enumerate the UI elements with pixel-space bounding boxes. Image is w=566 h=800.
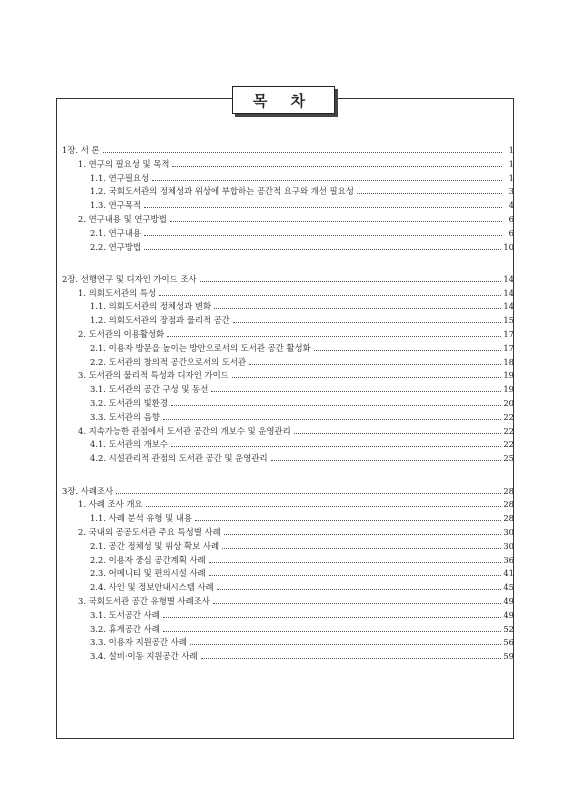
dot-leader <box>152 180 502 181</box>
toc-entry-label: 3.2. 도서관의 빛환경 <box>90 398 168 409</box>
toc-entry[interactable] <box>62 383 514 397</box>
dot-leader <box>116 493 501 494</box>
dot-leader <box>200 281 502 282</box>
toc-entry-page: 30 <box>503 540 514 551</box>
toc-entry-label: 3장. 사례조사 <box>62 485 114 496</box>
toc-entry-label: 3.1. 도서관의 공간 구성 및 동선 <box>90 384 209 395</box>
toc-entry-page: 18 <box>503 356 514 367</box>
toc-entry[interactable] <box>62 650 514 664</box>
toc-entry[interactable] <box>62 567 514 581</box>
toc-entry-page: 6 <box>508 213 514 224</box>
dot-leader <box>314 350 502 351</box>
toc-entry-page: 1 <box>508 145 514 155</box>
toc-entry[interactable] <box>62 172 514 186</box>
toc-entry-page: 22 <box>503 425 514 436</box>
toc-entry-page: 59 <box>503 651 514 662</box>
toc-entry-label: 2. 연구내용 및 연구방법 <box>78 213 167 224</box>
toc-entry-page: 14 <box>503 273 514 284</box>
page-title: 목 차 <box>232 86 335 114</box>
toc-entry-label: 2. 도서관의 이용활성화 <box>78 329 165 340</box>
toc-entry[interactable] <box>62 438 514 452</box>
toc-entry[interactable] <box>62 425 514 439</box>
dot-leader <box>357 193 502 194</box>
toc-entry[interactable] <box>62 554 514 568</box>
toc-entry[interactable] <box>62 287 514 301</box>
toc-entry-label: 1. 의회도서관의 특성 <box>78 287 157 298</box>
toc-entry-label: 3.1. 도서공간 사례 <box>90 609 160 620</box>
toc-entry[interactable] <box>62 581 514 595</box>
dot-leader <box>201 658 502 659</box>
dot-leader <box>170 221 502 222</box>
toc-entry-page: 19 <box>503 384 514 395</box>
toc-entry-label: 3.2. 휴게공간 사례 <box>90 623 160 634</box>
toc-entry-page: 14 <box>503 301 514 312</box>
dot-leader <box>195 520 501 521</box>
toc-entry-label: 2.4. 사인 및 정보안내시스템 사례 <box>90 582 214 593</box>
toc-entry[interactable] <box>62 526 514 540</box>
toc-entry-label: 2.2. 이용자 중심 공간계획 사례 <box>90 554 206 565</box>
toc-entry[interactable] <box>62 144 514 158</box>
toc-entry[interactable] <box>62 199 514 213</box>
toc-entry-label: 1. 사례 조사 개요 <box>78 499 143 510</box>
dot-leader <box>222 548 501 549</box>
toc-entry-label: 3. 도서관의 물리적 특성과 디자인 가이드 <box>78 370 229 381</box>
dot-leader <box>209 562 502 563</box>
toc-entry-page: 41 <box>503 568 514 579</box>
toc-entry-page: 1 <box>508 172 514 183</box>
toc-entry[interactable] <box>62 636 514 650</box>
toc-entry-label: 2.2. 도서관의 창의적 공간으로서의 도서관 <box>90 356 247 367</box>
toc-entry[interactable] <box>62 241 514 255</box>
toc-entry-page: 22 <box>503 439 514 450</box>
toc-entry-page: 49 <box>503 595 514 606</box>
toc-entry-page: 4 <box>508 200 514 211</box>
dot-leader <box>144 249 501 250</box>
toc-entry-label: 3.3. 도서관의 음향 <box>90 411 160 422</box>
dot-leader <box>217 589 502 590</box>
toc-entry[interactable] <box>62 227 514 241</box>
toc-entry-label: 3. 국회도서관 공간 유형별 사례조사 <box>78 595 210 606</box>
dot-leader <box>271 460 502 461</box>
toc-entry[interactable] <box>62 158 514 172</box>
toc-entry-label: 1.1. 연구필요성 <box>90 172 150 183</box>
table-of-contents <box>62 144 514 664</box>
toc-entry[interactable] <box>62 369 514 383</box>
toc-entry-label: 4.2. 시설관리적 관점의 도서관 공간 및 운영관리 <box>90 453 268 464</box>
toc-entry-page: 15 <box>503 315 514 326</box>
toc-entry-page: 52 <box>503 623 514 634</box>
dot-leader <box>146 506 502 507</box>
toc-entry-page: 17 <box>503 342 514 353</box>
toc-entry[interactable] <box>62 273 514 287</box>
toc-entry[interactable] <box>62 485 514 499</box>
toc-entry-page: 56 <box>503 637 514 648</box>
toc-entry-label: 2.1. 공간 정체성 및 위상 확보 사례 <box>90 540 220 551</box>
dot-leader <box>224 534 502 535</box>
dot-leader <box>159 295 501 296</box>
toc-entry-label: 1장. 서 론 <box>62 145 100 155</box>
toc-entry[interactable] <box>62 397 514 411</box>
dot-leader <box>294 433 502 434</box>
toc-entry-page: 36 <box>503 554 514 565</box>
toc-entry-label: 2.3. 어메니티 및 편의시설 사례 <box>90 568 206 579</box>
toc-entry[interactable] <box>62 185 514 199</box>
toc-entry[interactable] <box>62 540 514 554</box>
toc-entry-page: 28 <box>503 485 514 496</box>
toc-entry-label: 4.1. 도서관의 개보수 <box>90 439 168 450</box>
toc-entry-label: 2.1. 연구내용 <box>90 227 142 238</box>
dot-leader <box>171 405 501 406</box>
toc-gap <box>62 254 514 273</box>
toc-entry-label: 3.4. 설비·이동 지원공간 사례 <box>90 651 198 662</box>
toc-entry-page: 49 <box>503 609 514 620</box>
toc-entry-label: 2. 국내외 공공도서관 주요 특성별 사례 <box>78 526 221 537</box>
toc-entry[interactable] <box>62 328 514 342</box>
toc-entry-page: 6 <box>508 227 514 238</box>
toc-entry[interactable] <box>62 342 514 356</box>
toc-entry[interactable] <box>62 452 514 466</box>
dot-leader <box>214 308 501 309</box>
dot-leader <box>233 322 501 323</box>
toc-entry-page: 3 <box>508 186 514 197</box>
toc-entry-label: 2.2. 연구방법 <box>90 241 142 252</box>
toc-entry-page: 28 <box>503 499 514 510</box>
toc-entry-label: 1.2. 의회도서관의 장점과 물리적 공간 <box>90 315 230 326</box>
toc-entry-label: 1.1. 의회도서관의 정체성과 변화 <box>90 301 212 312</box>
toc-entry-label: 2장. 선행연구 및 디자인 가이드 조사 <box>62 273 197 284</box>
toc-entry[interactable] <box>62 595 514 609</box>
dot-leader <box>163 631 501 632</box>
toc-entry-label: 1.1. 사례 분석 유형 및 내용 <box>90 513 193 524</box>
toc-entry-page: 30 <box>503 526 514 537</box>
toc-entry[interactable] <box>62 623 514 637</box>
toc-entry-page: 10 <box>503 241 514 252</box>
toc-entry[interactable] <box>62 512 514 526</box>
dot-leader <box>103 152 502 153</box>
toc-entry[interactable] <box>62 498 514 512</box>
toc-entry[interactable] <box>62 356 514 370</box>
toc-entry-page: 19 <box>503 370 514 381</box>
dot-leader <box>209 575 502 576</box>
dot-leader <box>171 446 501 447</box>
toc-entry-page: 17 <box>503 329 514 340</box>
toc-entry-page: 25 <box>503 453 514 464</box>
dot-leader <box>163 419 501 420</box>
toc-entry[interactable] <box>62 314 514 328</box>
toc-entry-page: 20 <box>503 398 514 409</box>
toc-entry-label: 2.1. 이용자 방문을 높이는 방안으로서의 도서관 공간 활성화 <box>90 342 311 353</box>
toc-entry-page: 14 <box>503 287 514 298</box>
toc-entry-page: 45 <box>503 582 514 593</box>
toc-entry-page: 22 <box>503 411 514 422</box>
toc-entry[interactable] <box>62 411 514 425</box>
toc-entry-label: 1. 연구의 필요성 및 목적 <box>78 158 170 169</box>
toc-entry-label: 1.3. 연구목적 <box>90 200 142 211</box>
dot-leader <box>163 617 501 618</box>
toc-entry-label: 4. 지속가능한 관점에서 도서관 공간의 개보수 및 운영관리 <box>78 425 291 436</box>
toc-entry-page: 1 <box>508 158 514 169</box>
dot-leader <box>211 391 501 392</box>
toc-entry-label: 1.2. 국회도서관의 정체성과 위상에 부합하는 공간적 요구와 개선 필요성 <box>90 186 354 197</box>
dot-leader <box>172 166 502 167</box>
dot-leader <box>167 336 501 337</box>
toc-entry-label: 3.3. 이용자 지원공간 사례 <box>90 637 187 648</box>
dot-leader <box>232 377 502 378</box>
toc-entry-page: 28 <box>503 513 514 524</box>
toc-entry[interactable] <box>62 213 514 227</box>
toc-gap <box>62 466 514 485</box>
dot-leader <box>190 644 502 645</box>
dot-leader <box>144 207 502 208</box>
dot-leader <box>249 364 501 365</box>
toc-entry[interactable] <box>62 300 514 314</box>
dot-leader <box>213 603 501 604</box>
toc-entry[interactable] <box>62 609 514 623</box>
dot-leader <box>144 235 502 236</box>
